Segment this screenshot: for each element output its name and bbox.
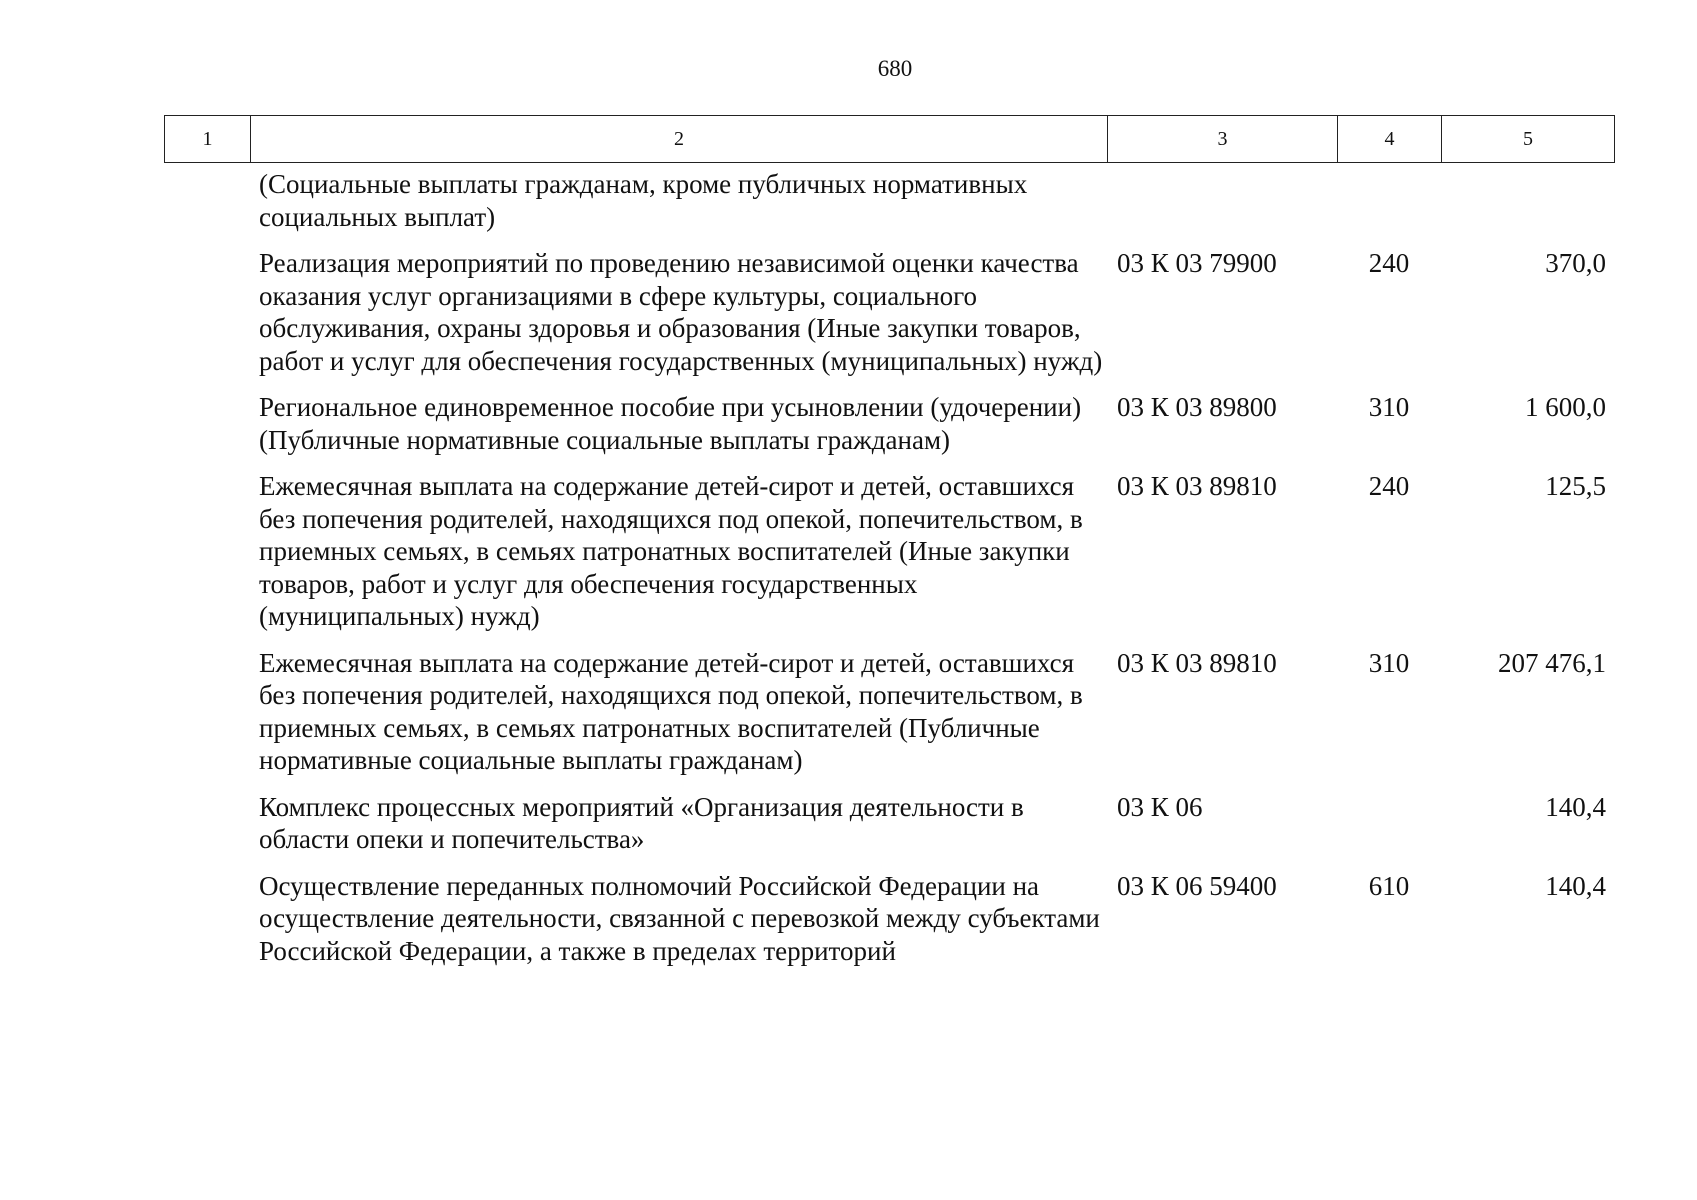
row-code: 03 К 03 89810 <box>1117 471 1277 501</box>
table-row <box>164 168 1614 247</box>
row-type: 240 <box>1368 471 1410 501</box>
row-type <box>1337 168 1441 247</box>
row-description: Реализация мероприятий по проведению независимой оценки качества оказания услуг организациями в сфере культуры, социального обслуживания, охраны здоровья и образования (Иные закупки товаров, работ и услуг для обеспечения государственных (муниципальных) нужд) <box>259 248 1103 376</box>
row-type: 240 <box>1368 248 1410 278</box>
column-header-3: 3 <box>1108 116 1338 163</box>
page-number: 680 <box>877 56 913 81</box>
row-number-cell <box>164 870 250 982</box>
column-header-1: 1 <box>165 116 251 163</box>
row-code: 03 К 03 89800 <box>1117 392 1277 422</box>
row-description: Комплекс процессных мероприятий «Организация деятельности в области опеки и попечительства» <box>259 791 1024 854</box>
row-type: 310 <box>1368 392 1410 422</box>
column-header-5: 5 <box>1442 116 1615 163</box>
row-number-cell <box>164 791 250 870</box>
budget-table <box>164 168 1614 981</box>
row-code <box>1107 168 1337 247</box>
row-type: 310 <box>1368 647 1410 678</box>
row-amount: 1 600,0 <box>1525 392 1606 422</box>
table-row <box>164 391 1614 470</box>
table-row <box>164 791 1614 870</box>
row-number-cell <box>164 168 250 247</box>
row-amount <box>1441 168 1614 247</box>
table-row <box>164 470 1614 647</box>
row-number-cell <box>164 247 250 391</box>
row-amount: 140,4 <box>1545 791 1606 822</box>
row-code: 03 К 03 89810 <box>1117 647 1277 678</box>
column-header-2: 2 <box>251 116 1108 163</box>
column-header-row <box>165 116 1615 163</box>
row-code: 03 К 03 79900 <box>1117 248 1277 278</box>
row-code: 03 К 06 <box>1117 791 1203 822</box>
row-description: Ежемесячная выплата на содержание детей-сирот и детей, оставшихся без попечения родителей, находящихся под опекой, попечительством, в приемных семьях, в семьях патронатных воспитателей (Иные закупки товаров, работ и услуг для обеспечения государственных (муниципальных) нужд) <box>259 471 1083 631</box>
column-header-4: 4 <box>1338 116 1442 163</box>
row-description: Региональное единовременное пособие при усыновлении (удочерении) (Публичные нормативные социальные выплаты гражданам) <box>259 392 1082 455</box>
row-number-cell <box>164 391 250 470</box>
row-number-cell <box>164 470 250 647</box>
row-amount: 207 476,1 <box>1498 647 1606 678</box>
table-row <box>164 870 1614 982</box>
row-description: Осуществление переданных полномочий Российской Федерации на осуществление деятельности, связанной с перевозкой между субъектами Российской Федерации, а также в пределах территорий <box>259 870 1100 966</box>
row-type <box>1337 791 1441 870</box>
row-amount: 125,5 <box>1545 471 1606 501</box>
row-amount: 140,4 <box>1545 870 1606 901</box>
row-description: (Социальные выплаты гражданам, кроме публичных нормативных социальных выплат) <box>259 169 1028 232</box>
column-header-table <box>164 115 1615 163</box>
table-row <box>164 247 1614 391</box>
row-code: 03 К 06 59400 <box>1117 870 1277 901</box>
row-type: 610 <box>1368 870 1410 901</box>
row-number-cell <box>164 647 250 791</box>
row-description: Ежемесячная выплата на содержание детей-сирот и детей, оставшихся без попечения родителей, находящихся под опекой, попечительством, в приемных семьях, в семьях патронатных воспитателей (Публичные нормативные социальные выплаты гражданам) <box>259 647 1083 775</box>
row-amount: 370,0 <box>1545 248 1606 278</box>
table-row <box>164 647 1614 791</box>
